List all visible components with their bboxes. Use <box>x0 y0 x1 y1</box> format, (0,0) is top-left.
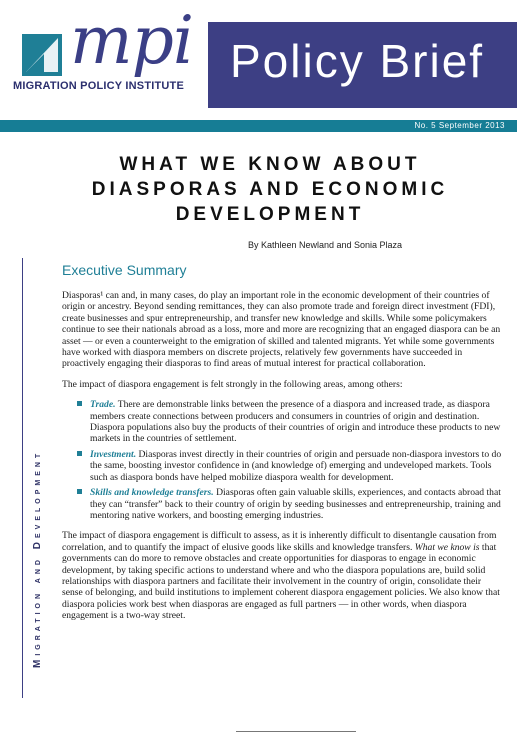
header <box>0 0 517 118</box>
paragraph-3 <box>62 530 502 621</box>
article-title: WHAT WE KNOW ABOUT DIASPORAS AND ECONOMIC DEVELOPMENT <box>91 154 449 225</box>
section-heading: Executive Summary <box>62 262 187 278</box>
bullet-list <box>62 399 502 521</box>
side-divider <box>22 258 23 698</box>
summary-body <box>62 290 502 631</box>
square-bullet-icon <box>77 489 82 494</box>
series-title: Policy Brief <box>230 35 485 87</box>
mpi-logo-emblem <box>22 34 62 76</box>
side-label: Migration and Development <box>32 449 43 668</box>
paragraph-1: Diasporas¹ can and, in many cases, do play an important role in the economic development of their countries of origin or ancestry. Beyond sending remittances, they can also promote trade and foreign direct investment (FDI), create businesses and spur entrepreneurship, and transfer new knowledge and skills. While some policymakers continue to see their nationals abroad as a loss, more and more are recognizing that an engaged diaspora can be an asset — or even a counterweight to the emigration of skilled and talented migrants. Yet while some governments have worked with diaspora members on discrete projects, relatively few governments have succeeded in proactively engaging their diasporas to find areas of mutual interest for practical collaboration. <box>62 290 501 370</box>
list-item-text: There are demonstrable links between the presence of a diaspora and increased trade, as diaspora members create connections between producers and consumers in countries of origin and destination. Diaspora populations also buy the products of their countries of origin and introduce these products to new markets in the countries of settlement. <box>90 399 501 445</box>
square-bullet-icon <box>77 401 82 406</box>
issue-info: No. 5 September 2013 <box>414 121 505 130</box>
logo-subtitle: MIGRATION POLICY INSTITUTE <box>13 80 185 92</box>
logo-wordmark: mpi <box>70 2 193 79</box>
list-item-head: Trade. <box>90 399 116 411</box>
list-item <box>90 449 502 483</box>
paragraph-3-part-a: The impact of diaspora engagement is difficult to assess, as it is inherently difficult to disentangle causation from correlation, and to quantify the impact of elusive goods like skills and knowledge transfers. <box>62 530 497 553</box>
paragraph-2: The impact of diaspora engagement is felt strongly in the following areas, among others: <box>62 378 403 390</box>
list-item-text: Diasporas invest directly in their countries of origin and persuade non-diaspora investors to do the same, boosting investor confidence in (and knowledge of) emerging and undeveloped markets. Tools such as diaspora bonds have helped mobilize diaspora wealth for development. <box>90 448 502 483</box>
list-item-text: Diasporas often gain valuable skills, experiences, and contacts abroad that they can “transfer” back to their country of origin by seeding businesses and entrepreneurship, training and mentoring native workers, and boosting emerging industries. <box>90 487 501 521</box>
list-item <box>90 487 502 521</box>
byline: By Kathleen Newland and Sonia Plaza <box>247 240 403 250</box>
series-title-box <box>208 22 517 108</box>
list-item-head: Investment. <box>90 448 137 460</box>
footer-rule <box>236 731 356 732</box>
paragraph-3-part-b: that governments can do more to remove obstacles and create opportunities for diasporas to engage in economic development, by taking specific actions to understand where and who the diaspora populations are, build solid relationships with diaspora partners and facilitate their involvement in the country of origin, consolidate their sense of belonging, and build institutions to implement coherent diaspora engagement policies. We also know that diaspora policies work best when diasporas are engaged as full partners — in other words, when diaspora engagement is a two-way street. <box>62 541 500 622</box>
square-bullet-icon <box>77 451 82 456</box>
list-item <box>90 399 502 445</box>
paragraph-3-emphasis: What we know is <box>414 541 480 553</box>
list-item-head: Skills and knowledge transfers. <box>90 487 214 499</box>
